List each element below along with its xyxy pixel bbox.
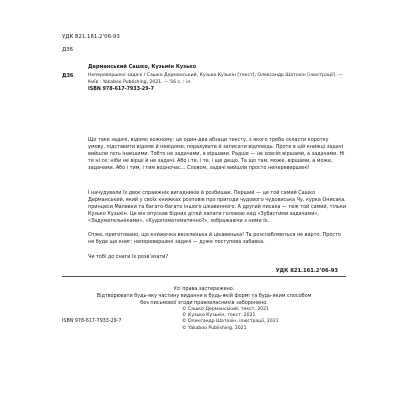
udk-code-top: УДК 821.161.2’06-93 [62,34,120,40]
body-paragraph-4: Чи тобі до снаги їх розв’язати? [88,254,169,260]
copyright-line: © Сашко Дерманський, текст, 2021 [182,307,269,312]
copyright-line: © Кузько Кузькін, текст, 2021 [182,313,256,319]
bbk-index-top: Д36 [62,47,74,53]
body-paragraph-1: Що таке задачі, відомо кожному: це один-два абзаци тексту, з якого треба скласти коротку умову, підставити відоме й невідоме, порахувати й записати відповідь. Проте в цій книжці задачі вийшли геть інакшими. Тобто не задачами, а віршами. Радше — не зовсім віршами, а задачами. Ні те ні се: ніби не вірші й не задачі. Або і те, і те, і ще дещо. Та що там, може, віршами, а може, задачами. Або і тим, і тим водночас… Словом, задачі вийшли просто неперевершені! [88,137,345,172]
catalog-index: Д36 [62,73,74,79]
body-paragraph-2: І начудували їх двоє справжніх вигадників й розбишак. Перший — це той самий Сашко Дерманський, який у своїх книжках розповів про пригоди чудового чудовиська Чу, курка Онисака, принцеси Малевки та багато-багато іншого цікавенного. А другий писака — теж той самий, тільки Кузько Кузькін. Це він опускав бідних дітей лапати головою над «Зубастими задачами», «Задумательніками», «Кудопоматематично?», зображаючи з ними їх. [88,190,347,225]
catalog-authors: Дерманський Сашко, Кузьмін Кузько [88,64,197,70]
rights-line-3: без письмової згоди правовласників заборонено. [140,300,268,306]
rights-line-2: Відтворювати будь-яку частину видання в будь-якій формі та будь-яким способом [96,293,312,299]
copyright-line: © Олександр Шатохін, ілюстрації, 2021 [182,319,279,325]
body-paragraph-3: Отже, приготовано, що книжечка веселенька й цікавенька! Та розслабляються не варто. Просто не буде ще книг: неперевершені задачі — дуже поступова забавка. [88,232,341,246]
udk-code-bottom: УДК 821.161.2’06-93 [275,268,338,274]
catalog-description: Неперевершені задачі / Сашко Дерманський, Кузько Кузькін [текст], Олександр Шатохін [ілюстрації]. — Київ : Yakaboo Publishing, 2021. — 56 с. : іл. [88,73,343,85]
copyright-line: © Yakaboo Publishing, 2021 [182,325,247,331]
copyright-list [182,307,279,332]
isbn-bottom: ISBN 978-617-7933-29-7 [62,319,122,324]
rights-notice [62,286,346,307]
catalog-isbn: ISBN 978-617-7933-29-7 [88,87,154,92]
divider [62,276,346,277]
rights-line-1: Усі права застережено. [173,286,235,292]
